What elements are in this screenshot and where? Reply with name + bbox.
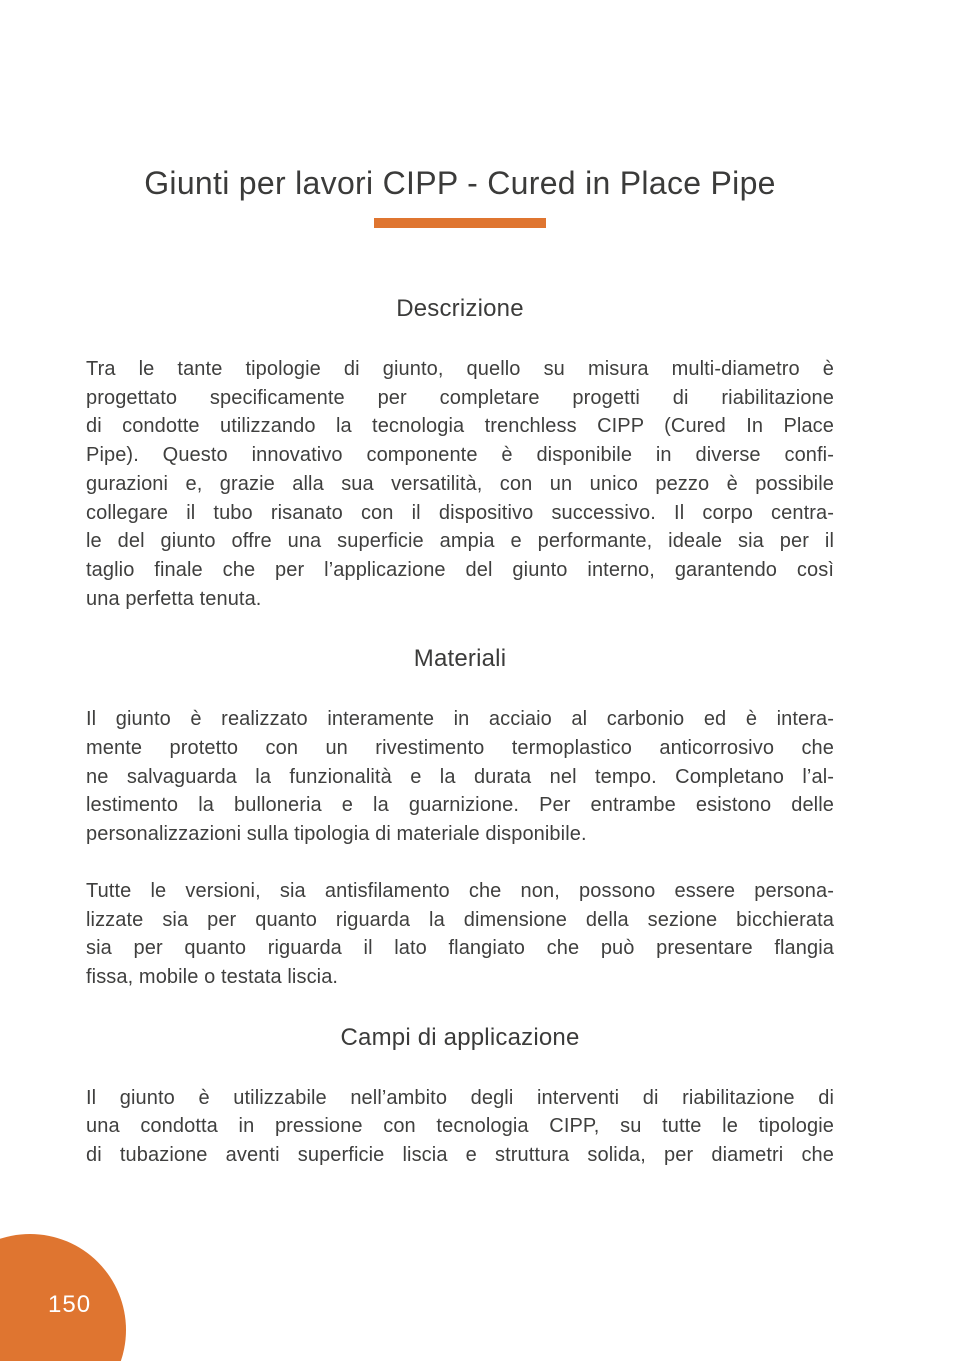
text-line: di tubazione aventi superficie liscia e struttura solida, per diametri che [86, 1144, 834, 1167]
paragraph-materiali-2 [86, 877, 834, 992]
text-line: lizzate sia per quanto riguarda la dimensione della sezione bicchierata [86, 908, 834, 931]
content-column [86, 0, 834, 1170]
text-line: le del giunto offre una superficie ampia e performante, ideale sia per il [86, 530, 834, 553]
text-line: collegare il tubo risanato con il dispositivo successivo. Il corpo centra- [86, 501, 834, 524]
section-heading-descrizione: Descrizione [396, 295, 524, 322]
text-line: Il giunto è utilizzabile nell’ambito degli interventi di riabilitazione di [86, 1086, 834, 1109]
section-heading-materiali: Materiali [413, 645, 507, 673]
paragraph-descrizione [86, 355, 834, 613]
text-line: personalizzazioni sulla tipologia di materiale disponibile. [86, 823, 587, 846]
text-line: sia per quanto riguarda il lato flangiato che può presentare flangia [86, 937, 834, 960]
text-line: Il giunto è realizzato interamente in acciaio al carbonio ed è intera- [86, 708, 834, 731]
title-underline [374, 218, 546, 228]
text-line: Pipe). Questo innovativo componente è disponibile in diverse confi- [86, 444, 834, 467]
paragraph-materiali-1 [86, 705, 834, 849]
text-line: Tutte le versioni, sia antisfilamento che non, possono essere persona- [86, 879, 834, 902]
text-line: lestimento la bulloneria e la guarnizione. Per entrambe esistono delle [86, 794, 834, 817]
page-number: 150 [48, 1291, 92, 1318]
page-title: Giunti per lavori CIPP - Cured in Place Pipe [144, 165, 776, 201]
text-line: una perfetta tenuta. [86, 587, 262, 610]
text-line: di condotte utilizzando la tecnologia trenchless CIPP (Cured In Place [86, 415, 834, 438]
page-number-badge [0, 1234, 126, 1361]
text-line: progettato specificamente per completare progetti di riabilitazione [86, 386, 834, 409]
text-line: ne salvaguarda la funzionalità e la durata nel tempo. Completano l’al- [86, 765, 834, 788]
section-heading-campi-di-applicazione: Campi di applicazione [340, 1023, 580, 1051]
text-line: una condotta in pressione con tecnologia CIPP, su tutte le tipologie [86, 1115, 834, 1138]
text-line: taglio finale che per l’applicazione del giunto interno, garantendo così [86, 558, 834, 581]
paragraph-campi-di-applicazione [86, 1084, 834, 1170]
text-line: gurazioni e, grazie alla sua versatilità, con un unico pezzo è possibile [86, 472, 834, 495]
text-line: mente protetto con un rivestimento termoplastico anticorrosivo che [86, 737, 834, 760]
text-line: fissa, mobile o testata liscia. [86, 965, 339, 988]
text-line: Tra le tante tipologie di giunto, quello su misura multi-diametro è [86, 358, 834, 380]
